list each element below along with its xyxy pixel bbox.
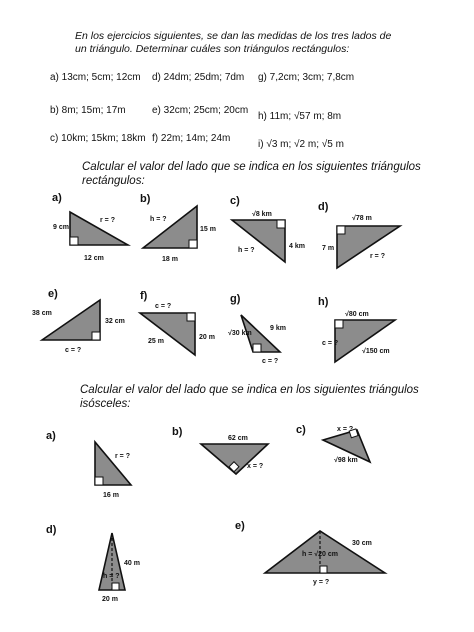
intro-line-2: un triángulo. Determinar cuáles son triángulos rectángulos:: [75, 43, 350, 55]
isosceles-e: [265, 531, 385, 586]
exercise-d: d) 24dm; 25dm; 7dm: [152, 72, 245, 83]
svg-text:r = ?: r = ?: [100, 217, 115, 224]
section-iso-heading-1: Calcular el valor del lado que se indica en los siguientes triángulos: [80, 384, 419, 396]
svg-text:√30 km: √30 km: [228, 330, 252, 337]
svg-text:7 m: 7 m: [322, 245, 335, 252]
fig-e-letter: e): [48, 288, 58, 300]
svg-text:16 m: 16 m: [103, 492, 119, 499]
iso-d-letter: d): [46, 524, 57, 536]
section-iso-heading-2: isósceles:: [80, 398, 131, 410]
svg-text:38 cm: 38 cm: [32, 310, 52, 317]
svg-text:x = ?: x = ?: [337, 426, 354, 433]
fig-d-letter: d): [318, 201, 329, 213]
svg-text:4 km: 4 km: [289, 243, 305, 250]
svg-text:r = ?: r = ?: [370, 253, 385, 260]
triangle-h: [322, 310, 395, 362]
svg-text:30 cm: 30 cm: [352, 540, 372, 547]
exercise-f: f) 22m; 14m; 24m: [152, 133, 231, 144]
fig-b-letter: b): [140, 193, 151, 205]
iso-e-letter: e): [235, 520, 245, 532]
section-right-heading-1: Calcular el valor del lado que se indica en los siguientes triángulos: [82, 161, 421, 173]
exercise-b: b) 8m; 15m; 17m: [50, 105, 126, 116]
svg-text:c = ?: c = ?: [262, 358, 279, 365]
svg-text:20 m: 20 m: [102, 596, 118, 603]
svg-text:√98 km: √98 km: [334, 457, 358, 464]
svg-text:h = ?: h = ?: [103, 573, 120, 580]
fig-a-letter: a): [52, 192, 62, 204]
triangle-e: [32, 300, 125, 354]
fig-g-letter: g): [230, 293, 241, 305]
svg-text:15 m: 15 m: [200, 226, 216, 233]
exercise-g: g) 7,2cm; 3cm; 7,8cm: [258, 72, 355, 83]
exercise-e: e) 32cm; 25cm; 20cm: [152, 105, 249, 116]
svg-text:h = ?: h = ?: [238, 247, 255, 254]
fig-f-letter: f): [140, 290, 148, 302]
svg-text:c = ?: c = ?: [322, 340, 339, 347]
svg-text:9 cm: 9 cm: [53, 224, 69, 231]
isosceles-c: [323, 426, 370, 464]
fig-c-letter: c): [230, 195, 240, 207]
exercise-c: c) 10km; 15km; 18km: [50, 133, 146, 144]
exercise-a: a) 13cm; 5cm; 12cm: [50, 72, 141, 83]
triangle-b: [143, 206, 216, 263]
svg-text:√80 cm: √80 cm: [345, 311, 369, 318]
triangle-c: [232, 210, 305, 262]
svg-text:c = ?: c = ?: [65, 347, 82, 354]
exercise-h: h) 11m; √57 m; 8m: [258, 111, 342, 122]
svg-text:h = ?: h = ?: [150, 216, 167, 223]
svg-text:√8 km: √8 km: [252, 211, 272, 218]
section-right-heading-2: rectángulos:: [82, 175, 145, 187]
svg-text:√78 m: √78 m: [352, 215, 372, 222]
iso-c-letter: c): [296, 424, 306, 436]
svg-text:40 m: 40 m: [124, 560, 140, 567]
svg-text:y = ?: y = ?: [313, 579, 330, 586]
exercise-i: i) √3 m; √2 m; √5 m: [258, 139, 344, 150]
svg-text:h = √20 cm: h = √20 cm: [302, 551, 338, 558]
svg-text:9 km: 9 km: [270, 325, 286, 332]
svg-text:25 m: 25 m: [148, 338, 164, 345]
isosceles-a: [95, 442, 131, 499]
isosceles-d: [99, 533, 140, 603]
intro-line-1: En los ejercicios siguientes, se dan las medidas de los tres lados de: [75, 30, 392, 42]
iso-b-letter: b): [172, 426, 183, 438]
svg-text:62 cm: 62 cm: [228, 435, 248, 442]
iso-a-letter: a): [46, 430, 56, 442]
svg-text:12 cm: 12 cm: [84, 255, 104, 262]
svg-text:20 m: 20 m: [199, 334, 215, 341]
triangle-f: [140, 303, 215, 355]
svg-text:18 m: 18 m: [162, 256, 178, 263]
triangle-g: [228, 315, 286, 365]
svg-text:x = ?: x = ?: [247, 463, 264, 470]
svg-text:√150 cm: √150 cm: [362, 348, 390, 355]
fig-h-letter: h): [318, 296, 329, 308]
triangle-d: [322, 214, 400, 268]
isosceles-b: [201, 435, 268, 474]
svg-text:c = ?: c = ?: [155, 303, 172, 310]
svg-text:32 cm: 32 cm: [105, 318, 125, 325]
triangle-a: [53, 212, 128, 262]
svg-text:r = ?: r = ?: [115, 453, 130, 460]
